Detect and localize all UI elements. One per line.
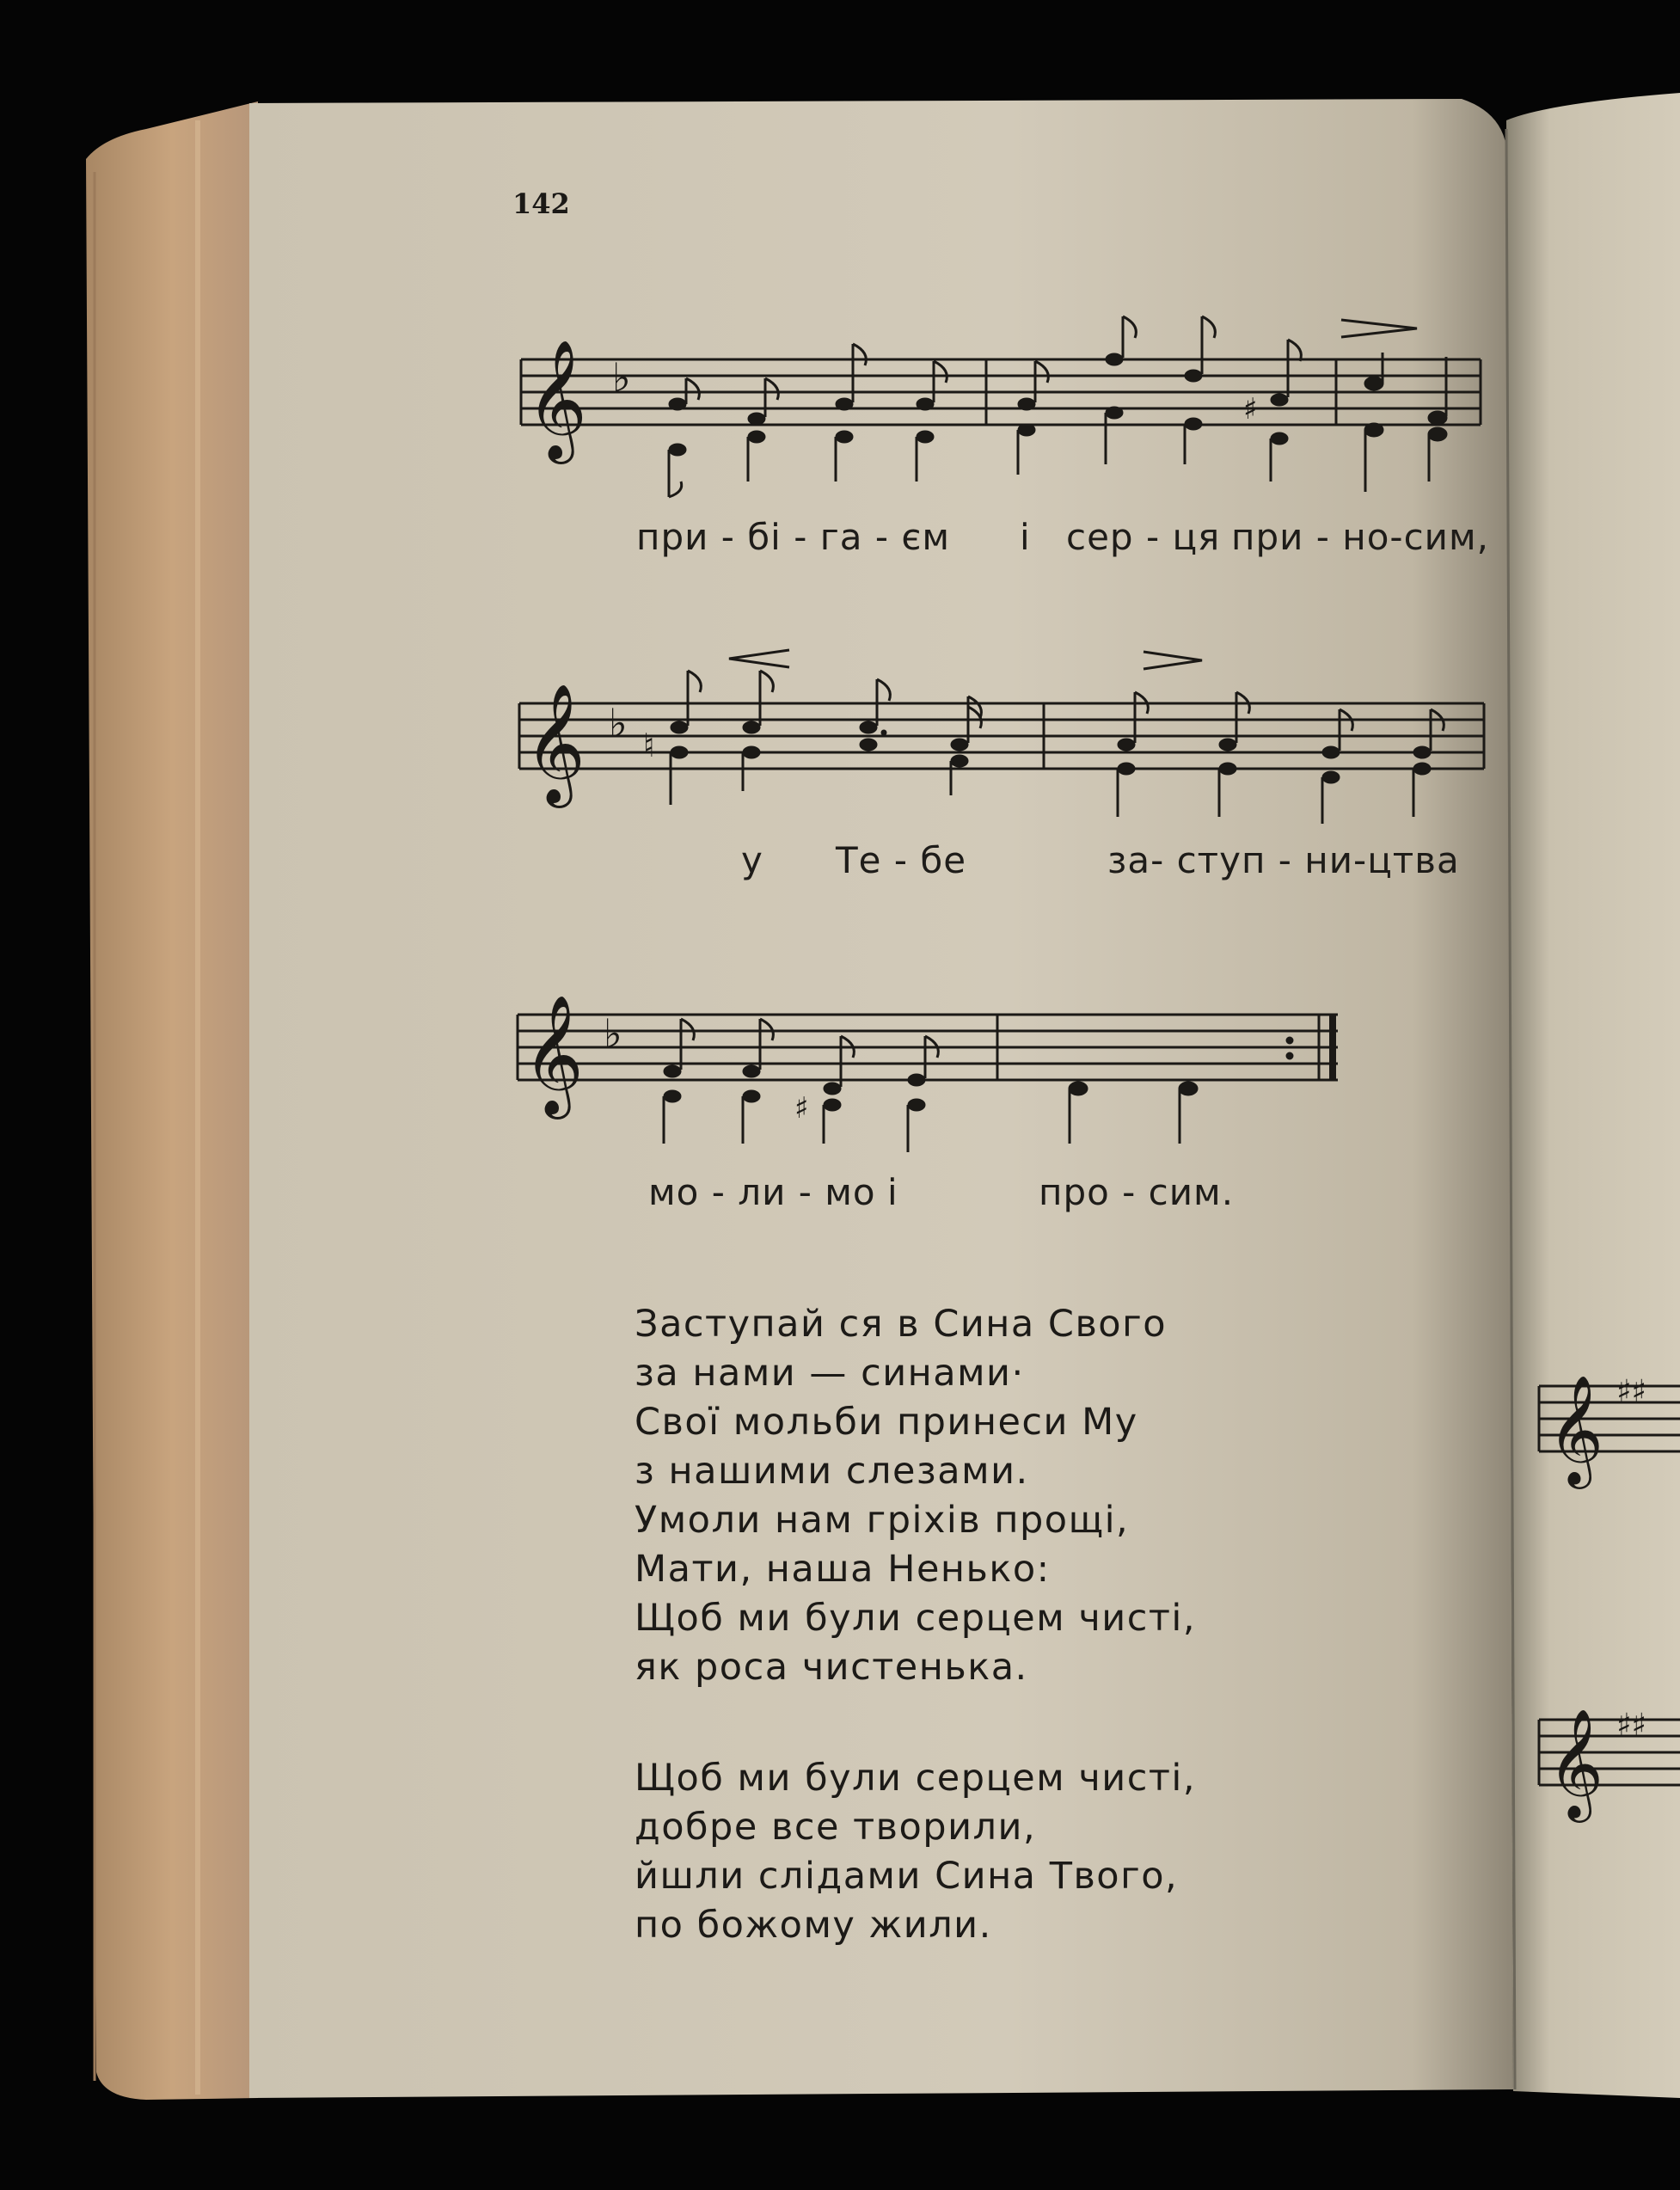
system-3-notes xyxy=(664,1019,1198,1152)
verse-line: як роса чистенька. xyxy=(635,1646,1028,1689)
svg-text:𝄞: 𝄞 xyxy=(1548,1708,1604,1818)
verse-stanza-1 xyxy=(635,1300,1196,1692)
lyric-s1-4: при - но-сим, xyxy=(1231,516,1490,558)
system-1-notes xyxy=(669,316,1447,497)
verse-line: Свої мольби принеси Му xyxy=(635,1401,1138,1444)
verse-line: добре все творили, xyxy=(635,1806,1037,1849)
verse-line: Мати, наша Ненько: xyxy=(635,1548,1051,1591)
svg-text:♭: ♭ xyxy=(609,700,628,746)
svg-text:♮: ♮ xyxy=(643,727,655,764)
svg-text:♯♯: ♯♯ xyxy=(1616,1708,1646,1743)
svg-text:𝄞: 𝄞 xyxy=(523,995,584,1114)
svg-text:♯: ♯ xyxy=(794,1091,809,1126)
svg-text:𝄞: 𝄞 xyxy=(526,340,587,459)
svg-text:♯: ♯ xyxy=(1243,392,1258,426)
lyric-s2-3: за- ступ - ни-цтва xyxy=(1107,839,1460,881)
verse-line: Щоб ми були серцем чисті, xyxy=(635,1597,1197,1640)
lyric-s3-1: мо - ли - мо xyxy=(648,1171,876,1213)
verse-line: по божому жили. xyxy=(635,1904,992,1947)
verse-line: Щоб ми були серцем чисті, xyxy=(635,1757,1197,1800)
verse-line: Умоли нам гріхів прощі, xyxy=(635,1499,1130,1542)
staff-system-1 xyxy=(521,316,1481,497)
verse-line: з нашими слезами. xyxy=(635,1450,1029,1493)
svg-text:𝄞: 𝄞 xyxy=(524,684,586,803)
svg-text:♭: ♭ xyxy=(604,1010,622,1057)
svg-text:♯♯: ♯♯ xyxy=(1616,1374,1646,1409)
verse-line: Заступай ся в Сина Свого xyxy=(635,1303,1167,1346)
verse-stanza-2 xyxy=(635,1754,1196,1950)
staff-system-2 xyxy=(519,650,1484,824)
lyric-s1-3: сер - ця xyxy=(1066,516,1221,558)
staff-system-3 xyxy=(518,995,1338,1152)
verse-line: за нами — синами· xyxy=(635,1352,1025,1395)
verse-line: йшли слідами Сина Твого, xyxy=(635,1855,1179,1898)
lyric-s1-1: при - бі - га - єм xyxy=(636,516,951,558)
svg-text:♭: ♭ xyxy=(612,354,631,401)
lyric-s3-3: про - сим. xyxy=(1039,1171,1235,1213)
lyric-s2-2: Те - бе xyxy=(836,839,967,881)
page-number: 142 xyxy=(512,187,570,220)
svg-text:𝄞: 𝄞 xyxy=(1548,1374,1604,1484)
system-2-notes xyxy=(671,671,1444,824)
lyric-s2-1: у xyxy=(741,839,763,881)
lyric-s3-2: і xyxy=(887,1171,898,1213)
lyric-s1-2: і xyxy=(1020,516,1031,558)
